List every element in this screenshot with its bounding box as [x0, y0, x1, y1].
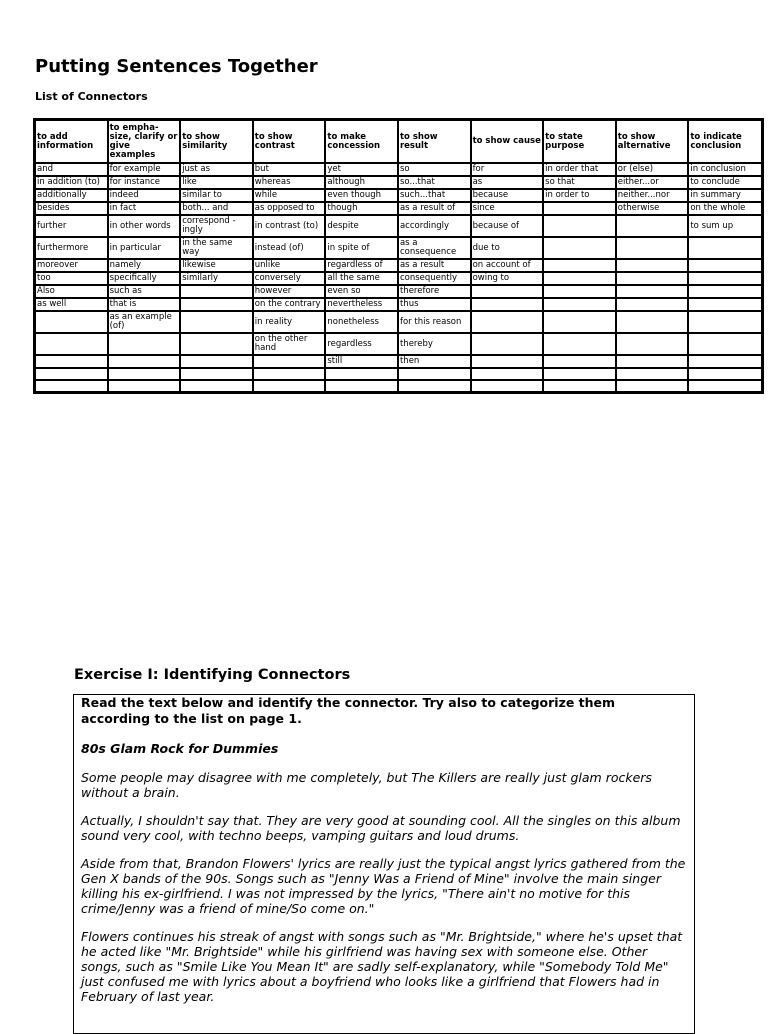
table-cell: furthermore: [35, 237, 108, 259]
table-cell: [616, 285, 689, 298]
table-cell: otherwise: [616, 202, 689, 215]
paragraph: Some people may disagree with me completely, but The Killers are really just glam rockers without a brain.: [81, 770, 652, 800]
table-cell: namely: [108, 259, 181, 272]
table-cell: for instance: [108, 176, 181, 189]
table-cell: despite: [325, 215, 398, 237]
table-cell: [616, 298, 689, 311]
table-cell: consequently: [398, 272, 471, 285]
table-cell: for example: [108, 163, 181, 176]
table-cell: [688, 298, 762, 311]
table-row: [35, 272, 762, 285]
table-cell: [471, 368, 544, 380]
table-cell: neither...nor: [616, 189, 689, 202]
table-cell: [543, 355, 616, 368]
table-cell: [616, 215, 689, 237]
table-cell: either...or: [616, 176, 689, 189]
table-cell: but: [253, 163, 326, 176]
table-cell: even so: [325, 285, 398, 298]
table-cell: accordingly: [398, 215, 471, 237]
table-cell: on the contrary: [253, 298, 326, 311]
table-cell: nevertheless: [325, 298, 398, 311]
table-cell: in order to: [543, 189, 616, 202]
table-cell: correspond -ingly: [180, 215, 253, 237]
table-cell: or (else): [616, 163, 689, 176]
column-header: to show similarity: [180, 120, 253, 163]
table-cell: [180, 333, 253, 355]
table-cell: [35, 333, 108, 355]
column-header: to empha-size, clarify or give examples: [108, 120, 181, 163]
table-row: [35, 380, 762, 392]
column-header: to show alternative: [616, 120, 689, 163]
table-cell: [543, 311, 616, 333]
connectors-table: [33, 118, 764, 394]
table-cell: in conclusion: [688, 163, 762, 176]
table-cell: [688, 333, 762, 355]
table-cell: unlike: [253, 259, 326, 272]
table-cell: in particular: [108, 237, 181, 259]
table-cell: [253, 368, 326, 380]
table-cell: such as: [108, 285, 181, 298]
table-cell: [471, 285, 544, 298]
table-cell: to sum up: [688, 215, 762, 237]
table-cell: thereby: [398, 333, 471, 355]
table-cell: such...that: [398, 189, 471, 202]
table-cell: then: [398, 355, 471, 368]
table-cell: [35, 368, 108, 380]
table-cell: [471, 380, 544, 392]
table-cell: just as: [180, 163, 253, 176]
page-title: Putting Sentences Together: [35, 56, 318, 77]
table-row: [35, 368, 762, 380]
paragraph: Flowers continues his streak of angst with songs such as "Mr. Brightside," where he's upset that he acted like "Mr. Brightside" while his girlfriend was having sex with someone else. Other songs, such as "Smile Like You Mean It" are sadly self-explanatory, while "Somebody Told Me" just confused me with lyrics about a boyfriend who looks like a girlfriend that Flowers had in February of last year.: [81, 929, 683, 1004]
table-cell: [35, 355, 108, 368]
table-cell: [325, 368, 398, 380]
table-cell: [253, 380, 326, 392]
table-cell: in contrast (to): [253, 215, 326, 237]
table-cell: all the same: [325, 272, 398, 285]
table-cell: on the whole: [688, 202, 762, 215]
column-header: to make concession: [325, 120, 398, 163]
table-header-row: [35, 120, 762, 163]
table-cell: in reality: [253, 311, 326, 333]
column-header: to show cause: [471, 120, 544, 163]
table-cell: [616, 333, 689, 355]
table-cell: both... and: [180, 202, 253, 215]
table-cell: [398, 368, 471, 380]
list-subtitle: List of Connectors: [35, 90, 148, 103]
table-cell: whereas: [253, 176, 326, 189]
table-cell: [543, 215, 616, 237]
table-cell: even though: [325, 189, 398, 202]
table-cell: [688, 368, 762, 380]
table-cell: [616, 272, 689, 285]
table-cell: as a result of: [398, 202, 471, 215]
table-cell: as opposed to: [253, 202, 326, 215]
table-cell: [108, 333, 181, 355]
table-cell: while: [253, 189, 326, 202]
column-header: to add information: [35, 120, 108, 163]
table-cell: [180, 368, 253, 380]
table-cell: [180, 380, 253, 392]
table-cell: thus: [398, 298, 471, 311]
table-cell: because: [471, 189, 544, 202]
exercise-title: Exercise I: Identifying Connectors: [74, 667, 351, 683]
table-row: [35, 189, 762, 202]
table-row: [35, 285, 762, 298]
table-cell: in order that: [543, 163, 616, 176]
table-cell: as: [471, 176, 544, 189]
table-cell: yet: [325, 163, 398, 176]
table-cell: like: [180, 176, 253, 189]
column-header: to show result: [398, 120, 471, 163]
table-cell: [35, 311, 108, 333]
table-cell: still: [325, 355, 398, 368]
table-cell: likewise: [180, 259, 253, 272]
table-cell: on the other hand: [253, 333, 326, 355]
table-cell: as a consequence: [398, 237, 471, 259]
table-cell: additionally: [35, 189, 108, 202]
table-cell: [688, 355, 762, 368]
table-cell: [180, 311, 253, 333]
table-cell: in spite of: [325, 237, 398, 259]
table-cell: [543, 237, 616, 259]
table-cell: so that: [543, 176, 616, 189]
table-cell: because of: [471, 215, 544, 237]
table-cell: [543, 368, 616, 380]
table-cell: [688, 311, 762, 333]
table-cell: so: [398, 163, 471, 176]
table-row: [35, 202, 762, 215]
table-cell: [543, 380, 616, 392]
table-cell: to conclude: [688, 176, 762, 189]
table-cell: [616, 380, 689, 392]
table-cell: in the same way: [180, 237, 253, 259]
table-cell: [108, 368, 181, 380]
table-cell: therefore: [398, 285, 471, 298]
table-cell: [471, 333, 544, 355]
table-cell: due to: [471, 237, 544, 259]
table-cell: [543, 333, 616, 355]
table-cell: [688, 285, 762, 298]
table-cell: so...that: [398, 176, 471, 189]
table-cell: and: [35, 163, 108, 176]
table-row: [35, 176, 762, 189]
table-cell: for this reason: [398, 311, 471, 333]
table-cell: in fact: [108, 202, 181, 215]
table-cell: [616, 259, 689, 272]
table-row: [35, 259, 762, 272]
table-cell: [616, 368, 689, 380]
table-cell: [471, 355, 544, 368]
table-cell: [108, 380, 181, 392]
table-cell: [616, 311, 689, 333]
table-row: [35, 311, 762, 333]
table-cell: [688, 380, 762, 392]
table-cell: in addition (to): [35, 176, 108, 189]
paragraph: Actually, I shouldn't say that. They are very good at sounding cool. All the singles on this album sound very cool, with techno beeps, vamping guitars and loud drums.: [81, 813, 681, 843]
table-cell: similarly: [180, 272, 253, 285]
table-cell: instead (of): [253, 237, 326, 259]
column-header: to show contrast: [253, 120, 326, 163]
table-cell: [35, 380, 108, 392]
table-cell: [543, 272, 616, 285]
table-cell: [108, 355, 181, 368]
table-cell: moreover: [35, 259, 108, 272]
table-cell: as well: [35, 298, 108, 311]
table-cell: similar to: [180, 189, 253, 202]
table-row: [35, 215, 762, 237]
table-cell: [180, 355, 253, 368]
table-cell: indeed: [108, 189, 181, 202]
table-cell: as a result: [398, 259, 471, 272]
table-cell: nonetheless: [325, 311, 398, 333]
text-title: 80s Glam Rock for Dummies: [81, 741, 279, 756]
table-cell: [180, 298, 253, 311]
table-cell: on account of: [471, 259, 544, 272]
table-cell: [543, 259, 616, 272]
table-cell: regardless: [325, 333, 398, 355]
table-row: [35, 237, 762, 259]
table-cell: [471, 298, 544, 311]
table-cell: since: [471, 202, 544, 215]
table-row: [35, 333, 762, 355]
table-row: [35, 163, 762, 176]
table-cell: conversely: [253, 272, 326, 285]
table-cell: Also: [35, 285, 108, 298]
exercise-box: [73, 694, 695, 1034]
table-cell: [471, 311, 544, 333]
column-header: to state purpose: [543, 120, 616, 163]
table-cell: [398, 380, 471, 392]
exercise-instructions: Read the text below and identify the connector. Try also to categorize them according to the list on page 1.: [81, 695, 616, 726]
table-cell: for: [471, 163, 544, 176]
table-cell: regardless of: [325, 259, 398, 272]
table-cell: [253, 355, 326, 368]
table-cell: although: [325, 176, 398, 189]
table-cell: owing to: [471, 272, 544, 285]
table-cell: [325, 380, 398, 392]
table-cell: [543, 298, 616, 311]
table-cell: though: [325, 202, 398, 215]
table-cell: [688, 272, 762, 285]
column-header: to indicate conclusion: [688, 120, 762, 163]
table-cell: in summary: [688, 189, 762, 202]
table-cell: [543, 202, 616, 215]
table-body: [35, 163, 762, 392]
table-cell: that is: [108, 298, 181, 311]
table-cell: [180, 285, 253, 298]
table-cell: [543, 285, 616, 298]
table-cell: [616, 355, 689, 368]
table-cell: [616, 237, 689, 259]
table-cell: too: [35, 272, 108, 285]
table-cell: as an example (of): [108, 311, 181, 333]
table-cell: [688, 259, 762, 272]
table-cell: [688, 237, 762, 259]
table-cell: specifically: [108, 272, 181, 285]
paragraph: Aside from that, Brandon Flowers' lyrics are really just the typical angst lyrics gathered from the Gen X bands of the 90s. Songs such as "Jenny Was a Friend of Mine" involve the main singer killing his ex-girlfriend. I was not impressed by the lyrics, "There ain't no motive for this crime/Jenny was a friend of mine/So come on.": [81, 856, 686, 916]
table-cell: however: [253, 285, 326, 298]
table-row: [35, 355, 762, 368]
table-row: [35, 298, 762, 311]
table-cell: further: [35, 215, 108, 237]
table-cell: besides: [35, 202, 108, 215]
table-cell: in other words: [108, 215, 181, 237]
